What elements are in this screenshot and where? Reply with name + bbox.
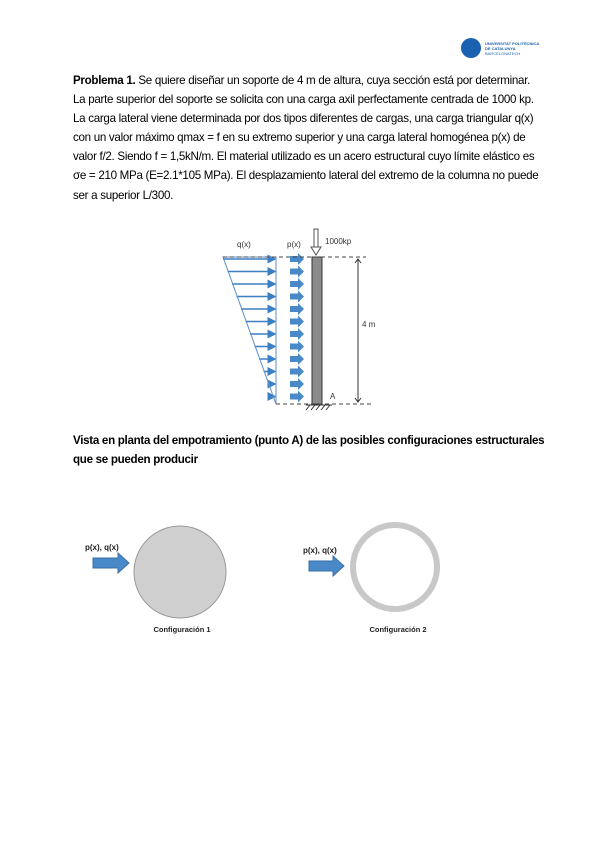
axial-load-arrow xyxy=(311,229,321,255)
p-load-arrow xyxy=(290,366,304,378)
triangular-load-outline xyxy=(223,257,276,404)
solid-section-circle xyxy=(134,526,226,618)
height-dimension-arrow xyxy=(355,259,361,402)
height-label: 4 m xyxy=(362,320,376,329)
config2-caption: Configuración 2 xyxy=(369,625,427,634)
uniform-load-arrows xyxy=(290,253,304,403)
p-load-arrow xyxy=(290,328,304,340)
p-load-arrow xyxy=(290,391,304,403)
point-a-label: A xyxy=(330,392,336,401)
p-label: p(x) xyxy=(287,240,301,249)
section-heading: Vista en planta del empotramiento (punto A) de las posibles configuraciones estructurales que se pueden producir xyxy=(73,434,545,466)
p-load-arrow xyxy=(290,353,304,365)
p-load-arrow xyxy=(290,378,304,390)
p-load-arrow xyxy=(290,266,304,278)
problem-label: Problema 1. xyxy=(73,74,136,87)
problem-text: Se quiere diseñar un soporte de 4 m de altura, cuya sección está por determinar. La parte superior del soporte se solicita con una carga axil perfectamente centrada de 1000 kp. La carga lateral viene determinada por dos tipos diferentes de cargas, una carga triangular q(x) con un valor máximo qmax = f en su extremo superior y una carga lateral homogénea p(x) de valor f/2. Siendo f = 1,5kN/m. El material utilizado es un acero estructural cuyo límite elástico es σe = 210 MPa (E=2.1*105 MPa). El desplazamiento lateral del extremo de la columna no puede ser a superior L/300. xyxy=(73,74,539,202)
p-load-arrow xyxy=(290,278,304,290)
config2-load-arrow xyxy=(309,556,344,576)
column xyxy=(312,257,322,404)
hollow-section-ring xyxy=(353,525,437,609)
logo-line: DE CATALUNYA xyxy=(485,45,516,51)
config2-load-label: p(x), q(x) xyxy=(303,546,337,555)
q-label: q(x) xyxy=(237,240,251,249)
fixed-support-hatch xyxy=(306,405,332,410)
p-load-arrow xyxy=(290,341,304,353)
p-load-arrow xyxy=(290,253,304,265)
logo-line: UNIVERSITAT POLITÈCNICA xyxy=(485,40,540,46)
axial-load-label: 1000kp xyxy=(325,237,352,246)
config1-caption: Configuración 1 xyxy=(153,625,211,634)
config1-load-label: p(x), q(x) xyxy=(85,543,119,552)
p-load-arrow xyxy=(290,316,304,328)
config1-load-arrow xyxy=(93,553,129,573)
p-load-arrow xyxy=(290,303,304,315)
logo-line: BARCELONATECH xyxy=(485,50,521,56)
p-load-arrow xyxy=(290,291,304,303)
